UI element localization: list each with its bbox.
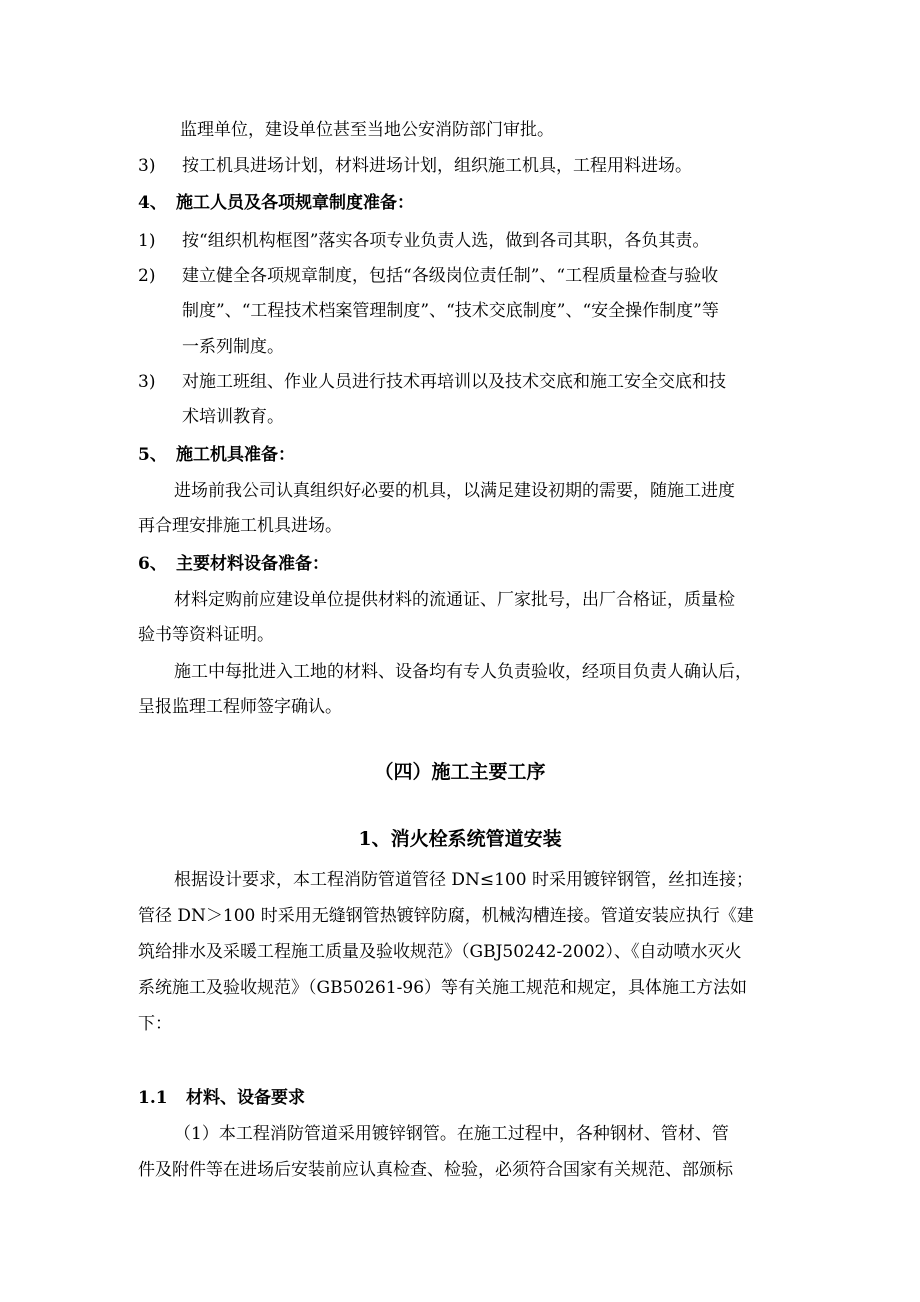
paragraph-line: 进场前我公司认真组织好必要的机具，以满足建设初期的需要，随施工进度 bbox=[174, 481, 735, 501]
section-heading: 施工人员及各项规章制度准备： bbox=[176, 193, 414, 213]
section-heading: 材料、设备要求 bbox=[186, 1088, 305, 1108]
section-heading: 施工机具准备： bbox=[176, 445, 295, 465]
paragraph-line: 呈报监理工程师签字确认。 bbox=[138, 697, 342, 717]
paragraph-line: 筑给排水及采暖工程施工质量及验收规范》（GBJ50242-2002）、《自动喷水灭火 bbox=[138, 942, 742, 962]
text-line: 监理单位，建设单位甚至当地公安消防部门审批。 bbox=[180, 120, 554, 140]
section-number: 1.1 bbox=[138, 1088, 168, 1108]
section-number: 4、 bbox=[138, 193, 167, 213]
chapter-heading: （四）施工主要工序 bbox=[374, 761, 546, 783]
paragraph-line: 验书等资料证明。 bbox=[138, 625, 274, 645]
list-number: 2) bbox=[138, 266, 156, 286]
list-item: 建立健全各项规章制度，包括“各级岗位责任制”、“工程质量检查与验收 bbox=[182, 266, 719, 286]
paragraph-line: （1）本工程消防管道采用镀锌钢管。在施工过程中，各种钢材、管材、管 bbox=[174, 1124, 729, 1144]
section-number: 6、 bbox=[138, 554, 167, 574]
list-item-continuation: 制度”、“工程技术档案管理制度”、“技术交底制度”、“安全操作制度”等 bbox=[182, 301, 719, 321]
paragraph-line: 根据设计要求，本工程消防管道管径 DN≤100 时采用镀锌钢管，丝扣连接； bbox=[174, 870, 754, 890]
list-item-continuation: 一系列制度。 bbox=[182, 337, 284, 357]
paragraph-line: 施工中每批进入工地的材料、设备均有专人负责验收，经项目负责人确认后， bbox=[174, 662, 752, 682]
section-number: 5、 bbox=[138, 445, 167, 465]
list-number: 3) bbox=[138, 372, 156, 392]
paragraph-line: 再合理安排施工机具进场。 bbox=[138, 516, 342, 536]
list-item: 按“组织机构框图”落实各项专业负责人选，做到各司其职，各负其责。 bbox=[182, 231, 710, 251]
list-number: 1) bbox=[138, 231, 156, 251]
paragraph-line: 下： bbox=[138, 1014, 172, 1034]
paragraph-line: 系统施工及验收规范》（GB50261-96）等有关施工规范和规定，具体施工方法如 bbox=[138, 978, 748, 998]
list-item: 按工机具进场计划，材料进场计划，组织施工机具，工程用料进场。 bbox=[182, 156, 692, 176]
list-item: 对施工班组、作业人员进行技术再培训以及技术交底和施工安全交底和技 bbox=[182, 372, 726, 392]
list-item-continuation: 术培训教育。 bbox=[182, 407, 284, 427]
subchapter-heading: 1、消火栓系统管道安装 bbox=[358, 828, 562, 850]
paragraph-line: 件及附件等在进场后安装前应认真检查、检验，必须符合国家有关规范、部颁标 bbox=[138, 1160, 733, 1180]
section-heading: 主要材料设备准备： bbox=[176, 554, 329, 574]
list-number: 3) bbox=[138, 156, 156, 176]
paragraph-line: 管径 DN＞100 时采用无缝钢管热镀锌防腐，机械沟槽连接。管道安装应执行《建 bbox=[138, 906, 754, 926]
paragraph-line: 材料定购前应建设单位提供材料的流通证、厂家批号，出厂合格证，质量检 bbox=[174, 590, 735, 610]
